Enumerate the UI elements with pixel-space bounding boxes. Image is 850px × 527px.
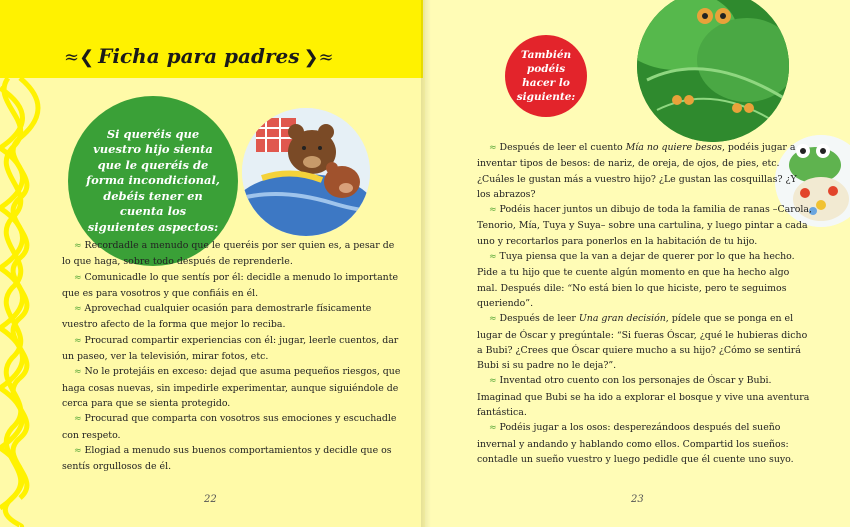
list-item: ≈ Aprovechad cualquier ocasión para demostrarle físicamente vuestro afecto de la forma que mejor lo reciba. [62,303,372,331]
fish-bullet-icon: ≈ [489,314,497,325]
list-item: ≈ Comunicadle lo que sentís por él: decidle a menudo lo importante que es para vosotros y que confiáis en él. [62,271,399,299]
list-item: ≈ Después de leer Una gran decisión, pídele que se ponga en el lugar de Óscar y pregúntale: “Si fueras Óscar, ¿qué le hubieras dicho a Bubi? ¿Crees que Óscar quiere mucho a su hijo? ¿Cómo se sentirá Bubi si su padre no le deja?”. [477,313,808,372]
fish-bullet-icon: ≈ [489,143,497,153]
book-gutter [421,0,431,527]
fish-bullet-icon: ≈ [74,445,82,456]
fish-bullet-icon: ≈ [74,335,82,346]
fish-ornament-icon: ❯≈ [303,47,334,68]
fish-bullet-icon: ≈ [74,272,82,283]
fish-bullet-icon: ≈ [74,241,82,251]
page-number: 22 [204,494,217,505]
fish-ornament-icon: ≈❮ [64,47,95,68]
decorative-ribbons [0,78,46,527]
fish-bullet-icon: ≈ [74,304,82,315]
list-item: ≈ Procurad compartir experiencias con él: jugar, leerle cuentos, dar un paseo, ver la televisión, mirar fotos, etc. [62,334,399,363]
fish-bullet-icon: ≈ [489,252,497,263]
fish-bullet-icon: ≈ [489,205,497,216]
list-item: ≈ Podéis hacer juntos un dibujo de toda la familia de ranas –Carola, Tenorio, Mía, Tuya y Suya– sobre una cartulina, y luego pintar a cada uno y recortarlos para ponerlos en la habitación de tu hijo. [477,204,812,247]
frogs-illustration [637,0,789,142]
activities-heading: También podéis hacer lo siguiente: [516,49,576,103]
list-item: ≈ Procurad que comparta con vosotros sus emociones y escuchadle con respeto. [62,413,397,441]
list-item: ≈ Tuya piensa que la van a dejar de querer por lo que ha hecho. Pide a tu hijo que te cuente algún momento en que ha hecho algo mal. Después dile: “No está bien lo que hiciste, pero te seguimos queriendo”. [477,251,795,309]
fish-bullet-icon: ≈ [74,367,82,378]
list-item: ≈ Elogiad a menudo sus buenos comportamientos y decidle que os sentís orgullosos de él. [62,444,392,473]
intro-text: Si queréis que vuestro hijo sienta que le queréis de forma incondicional, debéis tener en cuenta los siguientes aspectos: [86,126,220,234]
page-title: ≈❮ Ficha para padres ❯≈ [64,44,334,68]
fish-bullet-icon: ≈ [489,423,497,434]
list-item: ≈ Inventad otro cuento con los personajes de Óscar y Bubi. Imaginad que Bubi se ha ido a explorar el bosque y vive una aventura fantástica. [477,375,810,419]
list-item: ≈ Podéis jugar a los osos: desperezándoos después del sueño invernal y andando y hablando como ellos. Compartid los sueños: contadle un sueño vuestro y luego pedidle que él cuente uno suyo. [477,422,794,465]
list-item: ≈ Recordadle a menudo que le queréis por ser quien es, a pesar de lo que haga, sobre todo después de reprenderle. [62,240,395,268]
list-item: ≈ No le protejáis en exceso: dejad que asuma pequeños riesgos, que haga cosas nuevas, sin impedirle experimentar, aunque siguiéndole de cerca para que se sienta protegido. [62,366,401,409]
bears-illustration [242,108,370,236]
parents-tips-list [62,238,402,474]
activities-red-circle [505,35,587,117]
fish-bullet-icon: ≈ [74,414,82,425]
right-page [425,0,850,527]
fish-bullet-icon: ≈ [489,376,497,387]
activities-list [477,140,812,467]
list-item: ≈ Después de leer el cuento Mía no quiere besos, podéis jugar a inventar tipos de besos: de nariz, de oreja, de ojos, de pies, etc. ¿Cuáles le gustan más a vuestro hijo? ¿Le gustan las cosquillas? ¿Y los abrazos? [477,142,797,200]
page-number: 23 [631,494,644,505]
